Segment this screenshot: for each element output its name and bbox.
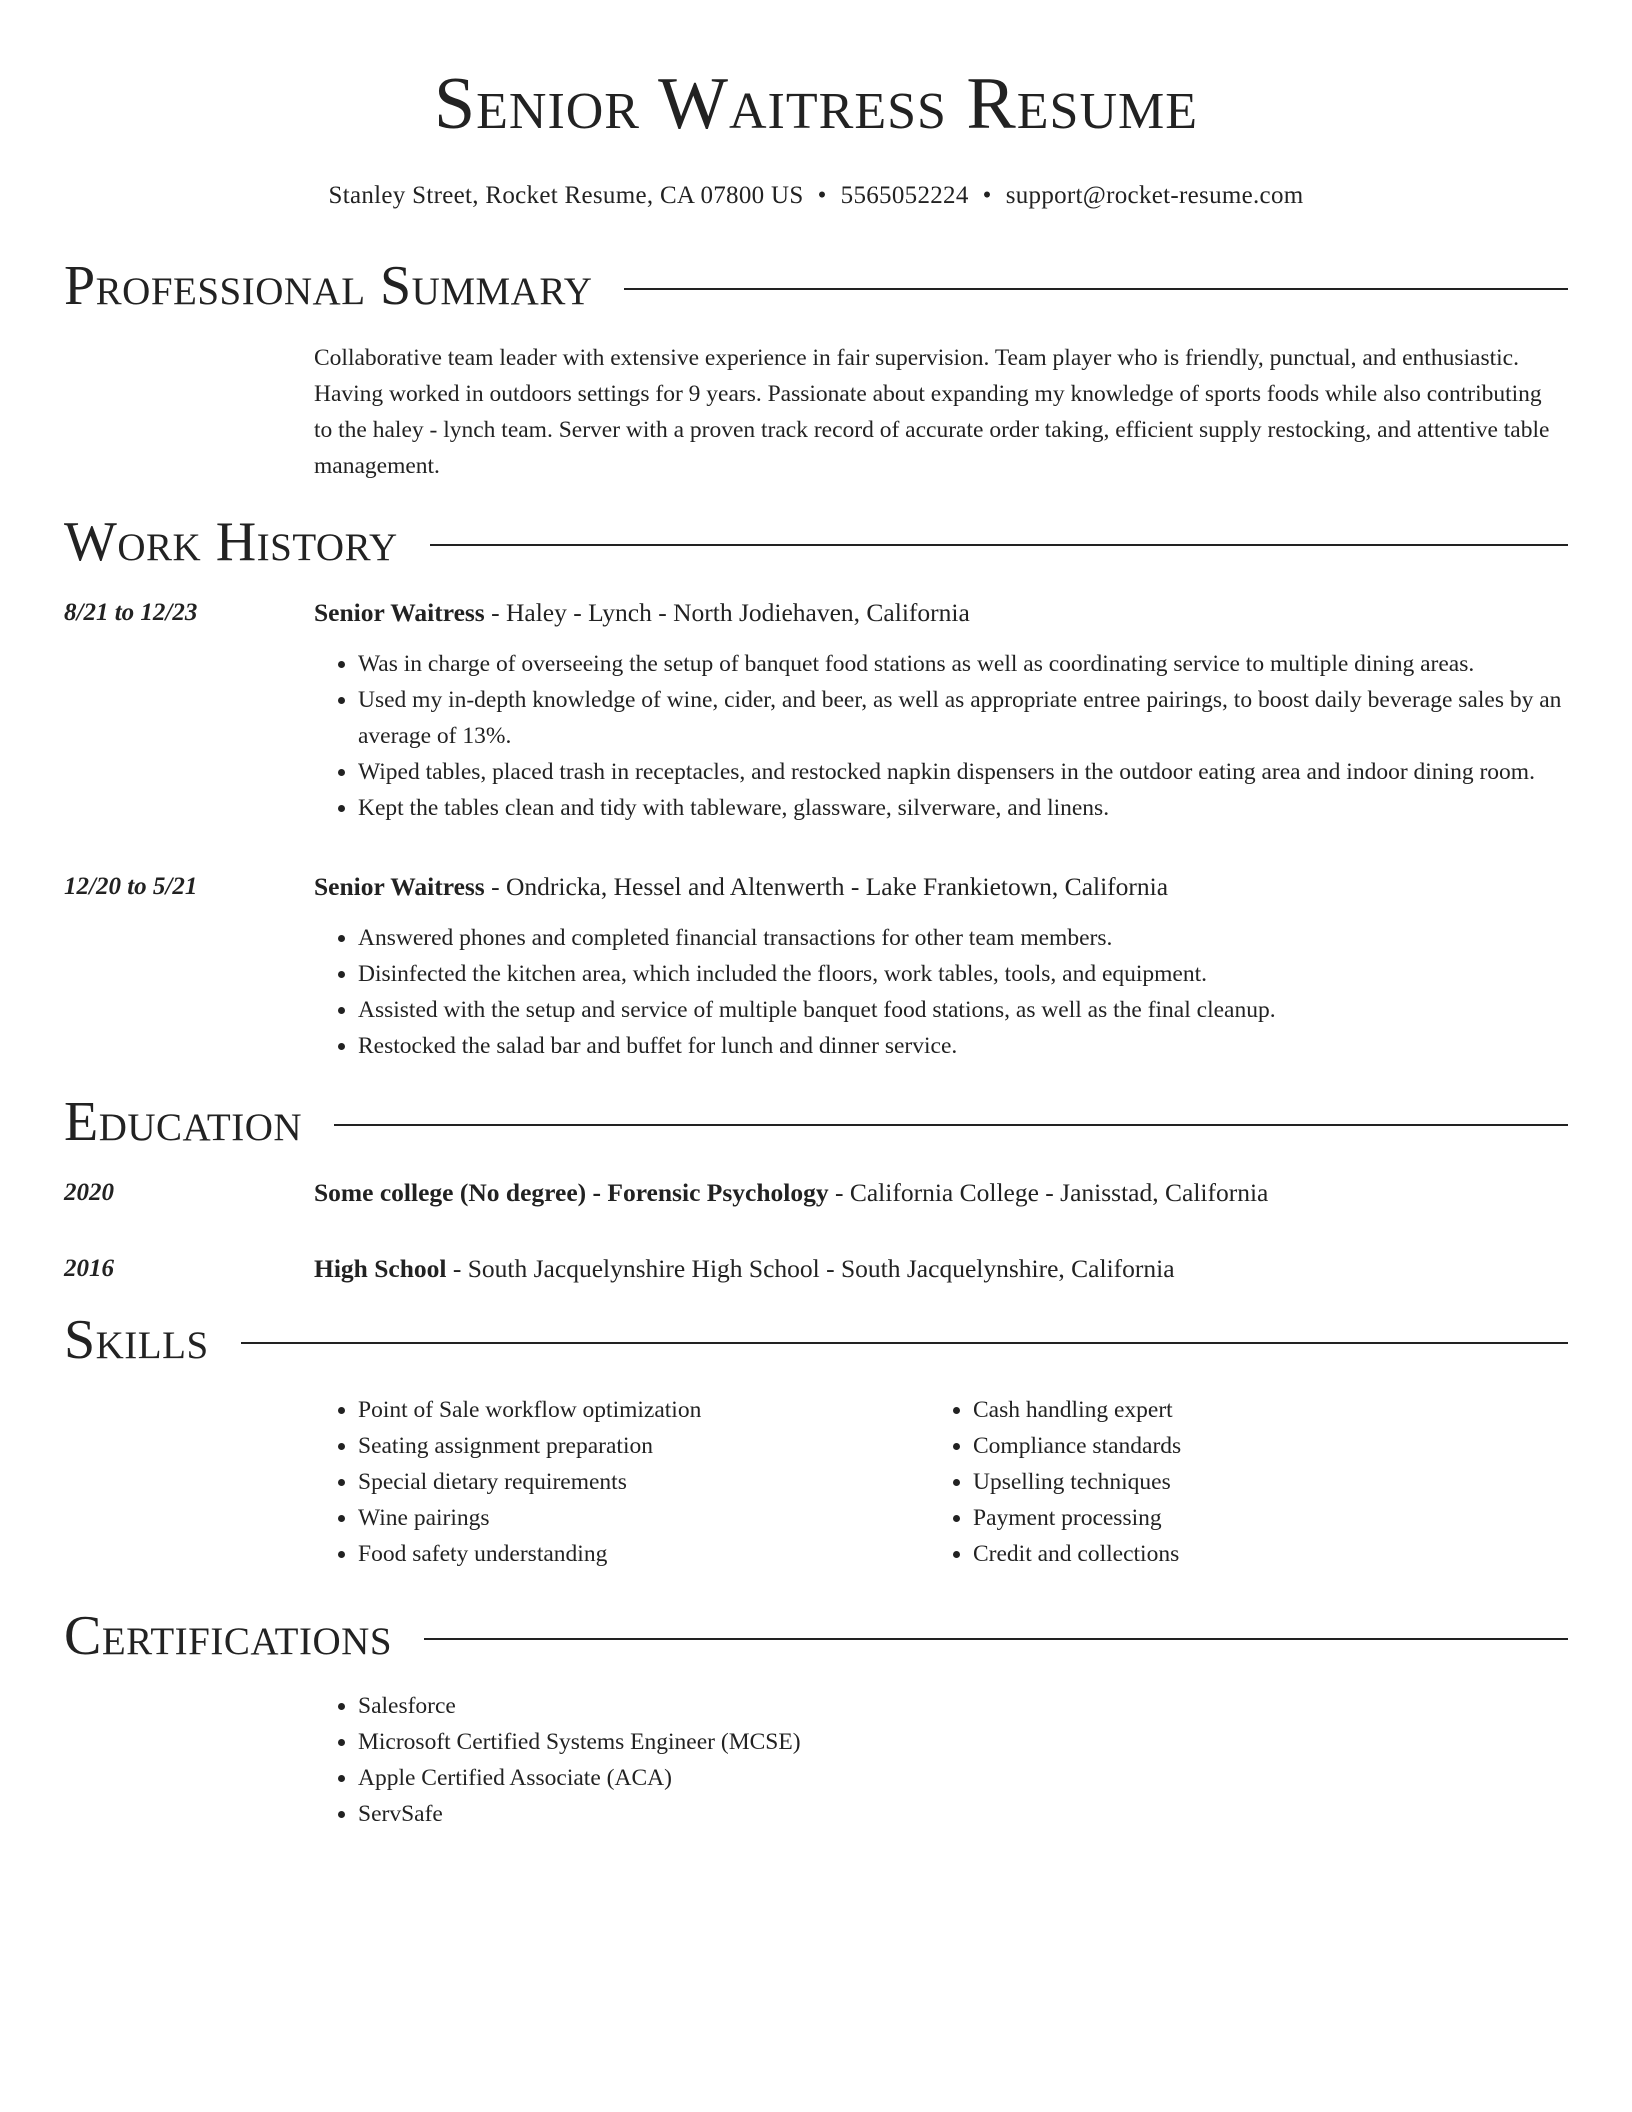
summary-text: Collaborative team leader with extensive experience in fair supervision. Team player who is friendly, punctual, and enthusiastic. Having worked in outdoors settings for 9 years. Passionate about expanding my knowledge of sports foods while also contributing to the haley - lynch team. Server with a proven track record of accurate order taking, efficient supply restocking, and attentive table management. <box>314 345 1550 479</box>
list-item: • Disinfected the kitchen area, which included the floors, work tables, tools, and equipment. <box>358 956 1568 992</box>
list-item: • Salesforce <box>358 1688 1568 1724</box>
job-heading <box>314 870 1568 904</box>
education-body <box>314 1176 1568 1210</box>
work-section-header <box>64 510 1568 574</box>
education-section-header <box>64 1090 1568 1154</box>
education-details: - South Jacquelynshire High School - South Jacquelynshire, California <box>446 1254 1175 1283</box>
skills-grid <box>314 1392 1568 1572</box>
education-entry <box>64 1176 1568 1210</box>
list-item: • Upselling techniques <box>973 1464 1544 1500</box>
education-year: 2020 <box>64 1179 114 1206</box>
job-dates: 8/21 to 12/23 <box>64 599 198 626</box>
contact-email: support@rocket-resume.com <box>1005 182 1304 209</box>
contact-phone: 5565052224 <box>840 182 969 209</box>
resume-page <box>64 0 1568 1832</box>
education-entry <box>64 1252 1568 1286</box>
work-heading: Work History <box>64 511 398 573</box>
list-item: • Special dietary requirements <box>358 1464 929 1500</box>
section-divider <box>430 544 1568 546</box>
certifications-list <box>314 1688 1568 1832</box>
education-heading: Education <box>64 1091 303 1153</box>
list-item: • Cash handling expert <box>973 1392 1544 1428</box>
skills-section-header <box>64 1308 1568 1372</box>
education-degree: High School <box>314 1254 447 1283</box>
list-item: • Payment processing <box>973 1500 1544 1536</box>
summary-heading: Professional Summary <box>64 255 593 317</box>
list-item: • Point of Sale workflow optimization <box>358 1392 929 1428</box>
section-divider <box>241 1342 1568 1344</box>
job-heading <box>314 596 1568 630</box>
list-item: • Credit and collections <box>973 1536 1544 1572</box>
certifications-section-header <box>64 1604 1568 1668</box>
list-item: • Restocked the salad bar and buffet for lunch and dinner service. <box>358 1028 1568 1064</box>
education-heading-line <box>314 1252 1568 1286</box>
certifications-heading: Certifications <box>64 1605 393 1667</box>
job-entry <box>64 596 1568 826</box>
list-item: • Used my in-depth knowledge of wine, cider, and beer, as well as appropriate entree pairings, to boost daily beverage sales by an average of 13%. <box>358 682 1568 754</box>
summary-section-header <box>64 254 1568 318</box>
contact-separator: • <box>817 182 827 209</box>
skills-column-left <box>314 1392 929 1572</box>
list-item: • Kept the tables clean and tidy with tableware, glassware, silverware, and linens. <box>358 790 1568 826</box>
skills-heading: Skills <box>64 1309 209 1371</box>
list-item: • Microsoft Certified Systems Engineer (MCSE) <box>358 1724 1568 1760</box>
job-details: - Ondricka, Hessel and Altenwerth - Lake Frankietown, California <box>484 872 1169 901</box>
list-item: • Wiped tables, placed trash in receptacles, and restocked napkin dispensers in the outdoor eating area and indoor dining room. <box>358 754 1568 790</box>
job-bullets <box>314 920 1568 1064</box>
education-year: 2016 <box>64 1255 114 1282</box>
job-dates: 12/20 to 5/21 <box>64 873 198 900</box>
resume-title: Senior Waitress Resume <box>433 63 1199 145</box>
list-item: • ServSafe <box>358 1796 1568 1832</box>
list-item: • Wine pairings <box>358 1500 929 1536</box>
education-body <box>314 1252 1568 1286</box>
education-degree: Some college (No degree) - Forensic Psychology <box>314 1178 829 1207</box>
job-body <box>314 870 1568 1064</box>
job-role: Senior Waitress <box>314 598 485 627</box>
education-heading-line <box>314 1176 1568 1210</box>
skills-column-right <box>929 1392 1544 1572</box>
contact-separator: • <box>982 182 992 209</box>
contact-address: Stanley Street, Rocket Resume, CA 07800 US <box>328 182 804 209</box>
list-item: • Answered phones and completed financial transactions for other team members. <box>358 920 1568 956</box>
list-item: • Assisted with the setup and service of multiple banquet food stations, as well as the final cleanup. <box>358 992 1568 1028</box>
section-divider <box>334 1124 1568 1126</box>
job-role: Senior Waitress <box>314 872 485 901</box>
list-item: • Food safety understanding <box>358 1536 929 1572</box>
list-item: • Apple Certified Associate (ACA) <box>358 1760 1568 1796</box>
job-body <box>314 596 1568 826</box>
job-entry <box>64 870 1568 1064</box>
job-bullets <box>314 646 1568 826</box>
section-divider <box>624 288 1568 290</box>
skills-list <box>929 1392 1544 1572</box>
list-item: • Seating assignment preparation <box>358 1428 929 1464</box>
job-details: - Haley - Lynch - North Jodiehaven, California <box>484 598 970 627</box>
contact-info <box>64 180 1568 212</box>
skills-list <box>314 1392 929 1572</box>
list-item: • Was in charge of overseeing the setup of banquet food stations as well as coordinating service to multiple dining areas. <box>358 646 1568 682</box>
education-details: - California College - Janisstad, California <box>828 1178 1269 1207</box>
list-item: • Compliance standards <box>973 1428 1544 1464</box>
section-divider <box>424 1638 1568 1640</box>
